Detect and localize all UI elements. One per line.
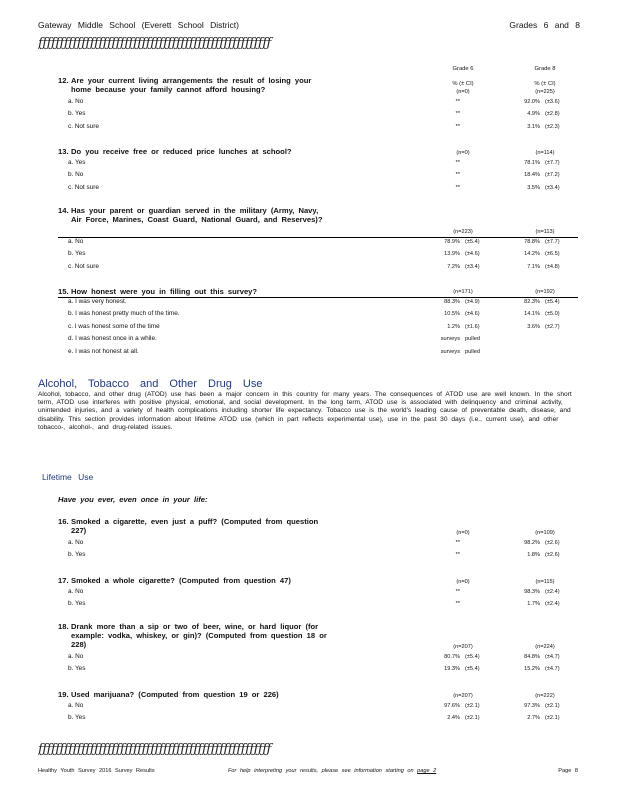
value-grade6: ** [455,160,460,166]
ci-grade8: (±4.7) [545,666,560,673]
n-grade8: (n=225) [535,89,555,95]
ci-grade6: (±4.9) [465,299,480,305]
value-grade8: 1.7% [527,601,540,608]
question-number: 16. [58,517,69,526]
question-text [58,206,331,224]
ci-grade8: (±2.4) [545,601,560,608]
section-paragraph: Alcohol, tobacco, and other drug (ATOD) use has been a major concern in this country for many years. The consequences of ATOD use are well known. In the short term, ATOD use interferes with positive physical, emotional, and social development. In the long term, ATOD use is associated with delinquency and criminal activity, unintended injuries, and a variety of health complications including shorter life expectancy. Tobacco use is the world's leading cause of preventable death, disease, and disability. This section provides information about lifetime ATOD use (which in part reflects experimental use), use in the past 30 days (i.e., current use), and other tobacco-, alcohol-, and drug-related issues. [38,391,572,431]
value-grade8: 98.2% [524,540,540,546]
footer-decoration: ƒƒƒƒƒƒƒƒƒƒƒƒƒƒƒƒƒƒƒƒƒƒƒƒƒƒƒƒƒƒƒƒƒƒƒƒƒƒƒƒƒƒƒƒƒƒƒƒƒƒƒƒƒƒ [38,742,271,757]
question-label: Do you receive free or reduced price lunches at school? [71,147,292,156]
question-number: 18. [58,622,69,631]
value-grade8: 84.8% [524,654,540,660]
question-rule [58,237,578,238]
value-grade6: ** [455,601,460,608]
n-grade6: (n=207) [453,644,473,650]
col-head-grade8: Grade 8 [534,66,556,72]
n-grade8: (n=192) [535,289,555,295]
n-grade8: (n=222) [535,693,555,699]
option-label: a. No [68,238,84,245]
option-label: c. Not sure [68,122,99,130]
ci-grade8: (±5.0) [545,311,560,318]
value-grade8: 2.7% [527,715,540,722]
n-grade6: (n=223) [453,229,473,235]
value-grade6: 1.2% [447,323,460,330]
question-text [58,576,331,585]
n-grade6: (n=0) [456,579,470,585]
n-grade6: (n=0) [456,530,470,536]
option-label: b. Yes [68,600,86,608]
ci-grade8: (±4.8) [545,263,560,270]
value-grade6: ** [455,540,460,546]
question-number: 14. [58,206,69,215]
option-label: a. I was very honest. [68,298,127,305]
col-head-grade6: Grade 6 [452,66,474,72]
ci-grade8: (±2.1) [545,715,560,722]
question-text [58,147,331,156]
value-grade6: 13.9% [444,251,460,258]
footer-help-text: For help interpreting your results, please see information starting on [228,768,414,774]
ci-grade6: (±5.4) [465,666,480,673]
ci-grade6: (±5.4) [465,654,480,660]
n-grade6: (n=0) [456,150,470,156]
n-grade8: (n=115) [535,579,555,585]
value-grade8: 15.2% [524,666,540,673]
ci-grade6: pulled [465,348,480,355]
ci-grade8: (±4.7) [545,654,560,660]
option-label: a. No [68,702,84,709]
ci-grade6: pulled [465,336,480,343]
question-number: 12. [58,76,69,85]
option-label: a. No [68,653,84,660]
n-grade8: (n=109) [535,530,555,536]
subsection-title: Lifetime Use [42,472,94,482]
n-grade8: (n=224) [535,644,555,650]
n-grade6: (n=0) [456,89,470,95]
value-grade6: ** [455,552,460,559]
question-text [58,517,331,535]
ci-grade6: (±4.6) [465,251,480,258]
question-number: 13. [58,147,69,156]
value-grade6: 2.4% [447,715,460,722]
value-grade8: 18.4% [524,172,540,179]
option-label: b. Yes [68,250,86,258]
value-grade8: 3.5% [527,184,540,191]
value-grade6: ** [455,99,460,105]
question-text [58,287,331,296]
option-label: e. I was not honest at all. [68,347,139,355]
value-grade6: 97.6% [444,703,460,709]
value-grade6: 88.3% [444,299,460,305]
question-label: Smoked a cigarette, even just a puff? (Computed from question 227) [71,517,319,535]
section-title: Alcohol, Tobacco and Other Drug Use [38,378,263,390]
value-grade6: ** [455,589,460,595]
value-grade8: 14.2% [524,251,540,258]
value-grade6: 78.9% [444,239,460,245]
n-grade6: (n=171) [453,289,473,295]
value-grade6: ** [455,184,460,191]
value-grade6: 10.5% [444,311,460,318]
footer-page-number: Page 8 [558,768,578,774]
option-label: c. Not sure [68,262,99,270]
option-label: b. No [68,171,84,179]
footer-page-link[interactable]: page 2 [417,768,437,774]
value-grade8: 78.1% [524,160,540,166]
ci-grade8: (±3.4) [545,184,560,191]
question-number: 17. [58,576,69,585]
question-label: Smoked a whole cigarette? (Computed from question 47) [71,576,291,585]
ci-grade6: (±4.6) [465,311,480,318]
option-label: a. Yes [68,159,86,166]
value-grade8: 3.6% [527,323,540,330]
value-grade8: 92.0% [524,99,540,105]
question-label: Are your current living arrangements the result of losing your home because your family cannot afford housing? [71,76,312,94]
option-label: a. No [68,98,84,105]
question-label: How honest were you in filling out this survey? [71,287,258,296]
footer-left: Healthy Youth Survey 2016 Survey Results [38,768,155,774]
value-grade6: 19.3% [444,666,460,673]
value-grade8: 4.9% [527,111,540,118]
value-grade6: surveys [440,348,460,355]
option-label: a. No [68,539,84,546]
value-grade8: 78.8% [524,239,540,245]
value-grade6: ** [455,111,460,118]
value-grade6: 7.2% [447,263,460,270]
value-grade8: 97.3% [524,703,540,709]
question-label: Used marijuana? (Computed from question 19 or 226) [71,690,279,699]
question-rule [58,297,578,298]
value-grade8: 14.1% [524,311,540,318]
value-grade8: 3.1% [527,123,540,130]
intro-question: Have you ever, even once in your life: [58,495,208,504]
ci-grade6: (±5.4) [465,239,480,245]
ci-grade8: (±3.6) [545,99,560,105]
option-label: c. Not sure [68,183,99,191]
value-grade8: 1.8% [527,552,540,559]
ci-grade8: (±7.7) [545,160,560,166]
ci-grade8: (±6.5) [545,251,560,258]
question-label: Has your parent or guardian served in the military (Army, Navy, Air Force, Marines, Coast Guard, National Guard, and Reserves)? [71,206,323,224]
option-label: b. Yes [68,110,86,118]
value-grade6: 80.7% [444,654,460,660]
col-pct-grade8: % (± CI) [534,81,556,87]
ci-grade8: (±2.8) [545,111,560,118]
question-text [58,622,331,649]
ci-grade8: (±7.2) [545,172,560,179]
ci-grade8: (±2.4) [545,589,560,595]
option-label: a. No [68,588,84,595]
ci-grade8: (±5.4) [545,299,560,305]
ci-grade8: (±2.3) [545,123,560,130]
ci-grade8: (±2.6) [545,540,560,546]
option-label: b. Yes [68,665,86,673]
ci-grade8: (±2.7) [545,323,560,330]
value-grade6: surveys [440,336,460,343]
header-grades: Grades 6 and 8 [509,20,580,30]
n-grade8: (n=113) [535,229,555,235]
value-grade8: 82.3% [524,299,540,305]
value-grade6: ** [455,123,460,130]
header-decoration: ƒƒƒƒƒƒƒƒƒƒƒƒƒƒƒƒƒƒƒƒƒƒƒƒƒƒƒƒƒƒƒƒƒƒƒƒƒƒƒƒƒƒƒƒƒƒƒƒƒƒƒƒƒƒ [38,36,271,51]
value-grade6: ** [455,172,460,179]
option-label: b. Yes [68,551,86,559]
ci-grade6: (±2.1) [465,703,480,709]
col-pct-grade6: % (± CI) [452,81,474,87]
ci-grade8: (±2.6) [545,552,560,559]
option-label: b. I was honest pretty much of the time. [68,310,180,318]
ci-grade8: (±7.7) [545,239,560,245]
question-label: Drank more than a sip or two of beer, wine, or hard liquor (for example: vodka, whiskey, or gin)? (Computed from question 18 or 228) [71,622,327,649]
question-number: 15. [58,287,69,296]
n-grade8: (n=114) [535,150,555,156]
header-school: Gateway Middle School (Everett School District) [38,20,239,30]
option-label: d. I was honest once in a while. [68,335,157,343]
ci-grade6: (±1.6) [465,323,480,330]
option-label: b. Yes [68,714,86,722]
option-label: c. I was honest some of the time [68,322,160,330]
ci-grade8: (±2.1) [545,703,560,709]
n-grade6: (n=207) [453,693,473,699]
question-text [58,690,331,699]
ci-grade6: (±2.1) [465,715,480,722]
question-text [58,76,331,94]
question-number: 19. [58,690,69,699]
value-grade8: 7.1% [527,263,540,270]
value-grade8: 98.3% [524,589,540,595]
footer-middle [228,768,436,774]
ci-grade6: (±3.4) [465,263,480,270]
